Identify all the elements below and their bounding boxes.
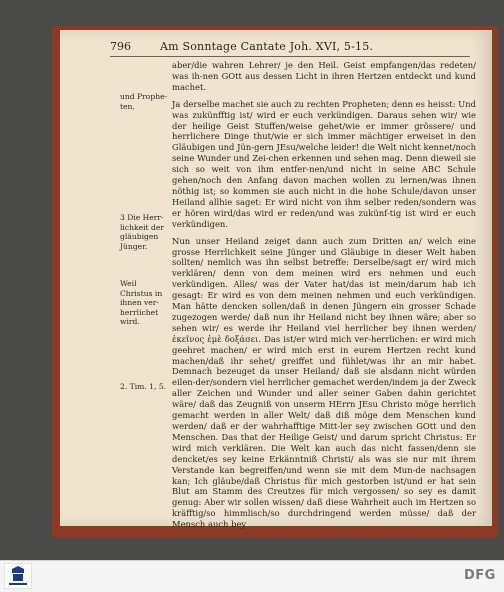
library-logo-icon[interactable]: [4, 563, 32, 589]
margin-note: Weil Christus in ihnen ver-herrlichet wird.: [120, 279, 163, 327]
paragraph: Ja derselbe machet sie auch zu rechten Propheten; denn es heisst: Und was zukünfftig ist/ wird er euch verkündigen. Daraus sehen wir/ wie der heilige Geist Stuffen/weise gehet/wie er immer grössere/ und herrlichere Dinge thut/wie er sich immer mächtiger erweiset in den Gläubigen und Jün-gern JEsu/welche leider! die Welt nicht kennet/noch seine Wunder und Zei-chen erkennen und sehen mag. Denn dieweil sie sich so weit von ihm entfer-nen/und nicht in seine ABC Schule gehen/noch den Anfang davon machen wollen zu lernen/was ihnen nöthig ist; so kommen sie auch nicht in die hohe Schule/davon unser Heiland allhie saget: Er wird nicht von ihm selber reden/sondern was er hören wird/das wird er reden/und was zukünf-tig ist wird er euch verkündigen.: [172, 98, 476, 229]
paragraph: Nun unser Heiland zeiget dann auch zum Dritten an/ welch eine grosse Herrlichkeit seine Jünger und Gläubige in dieser Welt haben sollten/ nemlich was ihn selbst betreffe: Derselbe/sagt er/ wird mich verklären/ denn von dem meinen wird ers nehmen und euch verkündigen. Alles/ was der Vater hat/das ist mein/darum hab ich gesagt: Er wird es von dem meinen nehmen und euch verkündigen. Man hätte dencken sollen/daß in denen Jüngern ein grosser Schade zugezogen werde/ daß nun ihr Heiland nicht bey ihnen wäre; aber so sehen wir/ es werde ihr Heiland viel herrlicher bey ihnen werden/ἐκεῖνος ἐμὲ δοξάσει. Das ist/er wird mich ver-herrlichen: er wird mich geehret machen/ er wird mich erst in eurem Hertzen recht kund machen/daß ihr sehet/ greiffet und fühlet/was ihr an mir habet. Demnach bezeuget da unser Heiland/ daß sie alsdann nicht würden eilen-der/sondern viel herrlicher gemachet werden/indem ja der Zweck aller Zeichen und Wunder und aller seiner Gaben dahin gerichtet wäre/ daß das Zeugniß von unserm HErrn JEsu Christo möge herrlich gemacht werden in aller Welt/ daß diß möge dem Menschen kund werden/ daß er der wahrhafftige Mitt-ler sey zwischen GOtt und den Menschen. Das that der Heilige Geist/ und darum spricht Christus: Er wird mich verklären. Die Welt kan auch das nicht fassen/denn sie dencket/es sey keine Erkänntniß Christi/ als was sie nur mit ihrem Verstande kan begreiffen/und wenn sie mit dem Mun-de nachsagen kan; Ich gläube/daß Christus für mich gestorben ist/und er hat sein Blut am Stamm des Creutzes für mich vergossen/ so sey es damit genug: Aber wir sollen wissen/ daß diese Wahrheit auch im Hertzen so kräfftig/so himmlisch/so durchdringend werden müsse/ daß der Mensch auch bey: [172, 235, 476, 530]
dfg-logo[interactable]: DFG: [464, 568, 496, 583]
margin-note: 2. Tim. 1, 5.: [120, 382, 167, 391]
running-title: Am Sonntage Cantate Joh. XVI, 5-15.: [160, 40, 374, 53]
paragraph: aber/die wahren Lehrer/ je den Heil. Geist empfangen/das redeten/ was ih-nen GOtt aus dessen Licht in ihren Hertzen entdeckt und kund machet.: [172, 60, 476, 92]
page-number: 796: [110, 40, 131, 53]
body-text: [172, 60, 476, 536]
margin-note: und Prophe-ten,: [120, 92, 168, 111]
margin-note: 3 Die Herr-lichkeit der gläubigen Jünger.: [120, 213, 164, 251]
header-rule: [110, 56, 470, 57]
viewer-footer: [0, 560, 504, 592]
